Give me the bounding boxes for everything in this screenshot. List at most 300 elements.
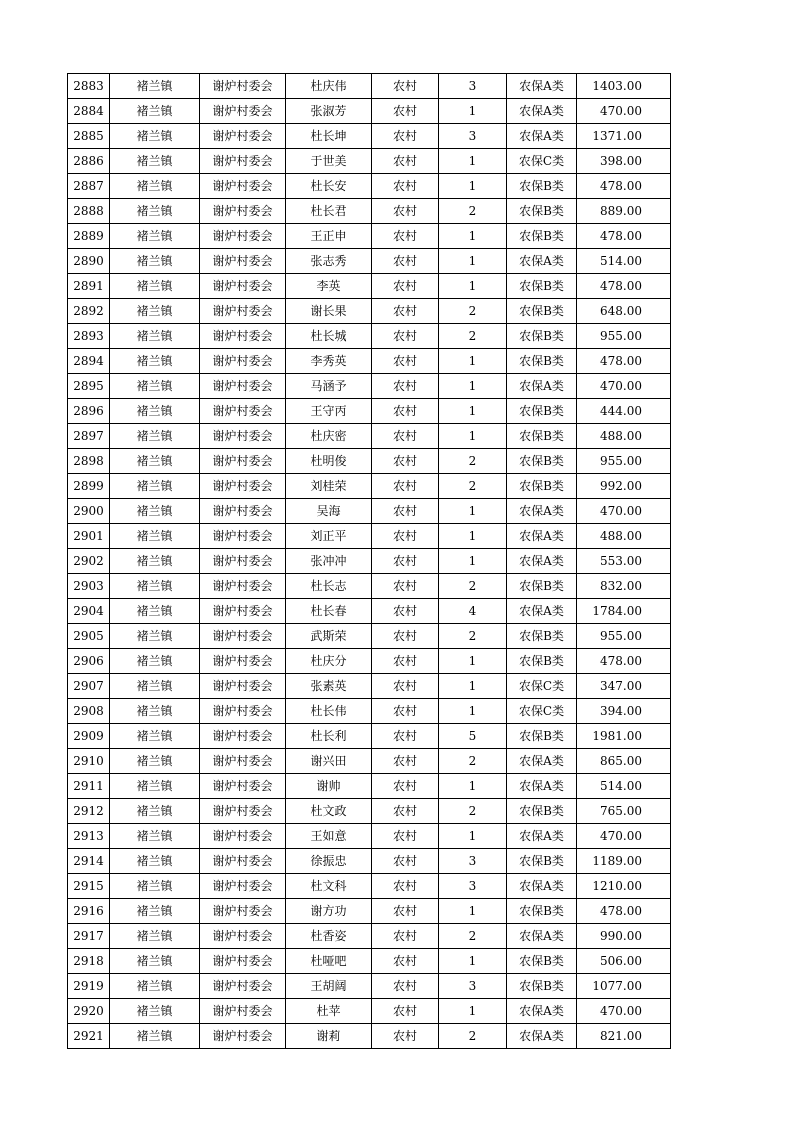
town-cell: 褚兰镇 — [110, 799, 200, 824]
village-committee-cell: 谢炉村委会 — [200, 724, 286, 749]
residence-type-cell: 农村 — [372, 74, 439, 99]
row-number-cell: 2885 — [68, 124, 110, 149]
person-name-cell: 谢方功 — [286, 899, 372, 924]
amount-cell: 478.00 — [577, 349, 671, 374]
residence-type-cell: 农村 — [372, 299, 439, 324]
village-committee-cell: 谢炉村委会 — [200, 499, 286, 524]
village-committee-cell: 谢炉村委会 — [200, 524, 286, 549]
village-committee-cell: 谢炉村委会 — [200, 674, 286, 699]
amount-cell: 1981.00 — [577, 724, 671, 749]
village-committee-cell: 谢炉村委会 — [200, 699, 286, 724]
insurance-category-cell: 农保A类 — [507, 749, 577, 774]
town-cell: 褚兰镇 — [110, 1024, 200, 1049]
row-number-cell: 2888 — [68, 199, 110, 224]
household-count-cell: 1 — [439, 949, 507, 974]
amount-cell: 478.00 — [577, 899, 671, 924]
household-count-cell: 2 — [439, 449, 507, 474]
village-committee-cell: 谢炉村委会 — [200, 899, 286, 924]
village-committee-cell: 谢炉村委会 — [200, 274, 286, 299]
town-cell: 褚兰镇 — [110, 324, 200, 349]
row-number-cell: 2891 — [68, 274, 110, 299]
household-count-cell: 1 — [439, 249, 507, 274]
insurance-category-cell: 农保B类 — [507, 574, 577, 599]
person-name-cell: 杜长利 — [286, 724, 372, 749]
row-number-cell: 2919 — [68, 974, 110, 999]
table-row — [68, 599, 671, 624]
village-committee-cell: 谢炉村委会 — [200, 399, 286, 424]
table-row — [68, 949, 671, 974]
table-row — [68, 799, 671, 824]
insurance-category-cell: 农保C类 — [507, 699, 577, 724]
household-count-cell: 2 — [439, 574, 507, 599]
village-committee-cell: 谢炉村委会 — [200, 374, 286, 399]
table-row — [68, 124, 671, 149]
household-count-cell: 1 — [439, 99, 507, 124]
household-count-cell: 1 — [439, 899, 507, 924]
household-count-cell: 1 — [439, 999, 507, 1024]
row-number-cell: 2903 — [68, 574, 110, 599]
amount-cell: 470.00 — [577, 499, 671, 524]
row-number-cell: 2883 — [68, 74, 110, 99]
person-name-cell: 于世美 — [286, 149, 372, 174]
amount-cell: 1784.00 — [577, 599, 671, 624]
village-committee-cell: 谢炉村委会 — [200, 999, 286, 1024]
village-committee-cell: 谢炉村委会 — [200, 224, 286, 249]
insurance-category-cell: 农保B类 — [507, 474, 577, 499]
amount-cell: 394.00 — [577, 699, 671, 724]
person-name-cell: 王如意 — [286, 824, 372, 849]
village-committee-cell: 谢炉村委会 — [200, 299, 286, 324]
table-row — [68, 774, 671, 799]
row-number-cell: 2899 — [68, 474, 110, 499]
person-name-cell: 王守丙 — [286, 399, 372, 424]
row-number-cell: 2902 — [68, 549, 110, 574]
insurance-category-cell: 农保A类 — [507, 99, 577, 124]
records-table — [67, 73, 671, 1049]
household-count-cell: 1 — [439, 399, 507, 424]
residence-type-cell: 农村 — [372, 224, 439, 249]
residence-type-cell: 农村 — [372, 174, 439, 199]
residence-type-cell: 农村 — [372, 499, 439, 524]
table-row — [68, 449, 671, 474]
town-cell: 褚兰镇 — [110, 749, 200, 774]
household-count-cell: 4 — [439, 599, 507, 624]
table-row — [68, 524, 671, 549]
person-name-cell: 杜长伟 — [286, 699, 372, 724]
village-committee-cell: 谢炉村委会 — [200, 849, 286, 874]
residence-type-cell: 农村 — [372, 874, 439, 899]
village-committee-cell: 谢炉村委会 — [200, 974, 286, 999]
insurance-category-cell: 农保C类 — [507, 674, 577, 699]
town-cell: 褚兰镇 — [110, 574, 200, 599]
table-row — [68, 749, 671, 774]
village-committee-cell: 谢炉村委会 — [200, 1024, 286, 1049]
village-committee-cell: 谢炉村委会 — [200, 449, 286, 474]
household-count-cell: 1 — [439, 424, 507, 449]
table-row — [68, 724, 671, 749]
household-count-cell: 2 — [439, 799, 507, 824]
person-name-cell: 杜文政 — [286, 799, 372, 824]
person-name-cell: 杜庆密 — [286, 424, 372, 449]
insurance-category-cell: 农保A类 — [507, 999, 577, 1024]
insurance-category-cell: 农保A类 — [507, 924, 577, 949]
amount-cell: 821.00 — [577, 1024, 671, 1049]
row-number-cell: 2895 — [68, 374, 110, 399]
village-committee-cell: 谢炉村委会 — [200, 749, 286, 774]
amount-cell: 765.00 — [577, 799, 671, 824]
household-count-cell: 1 — [439, 549, 507, 574]
table-row — [68, 474, 671, 499]
amount-cell: 553.00 — [577, 549, 671, 574]
insurance-category-cell: 农保B类 — [507, 174, 577, 199]
person-name-cell: 杜明俊 — [286, 449, 372, 474]
person-name-cell: 杜长春 — [286, 599, 372, 624]
table-row — [68, 99, 671, 124]
table-row — [68, 299, 671, 324]
insurance-category-cell: 农保B类 — [507, 274, 577, 299]
town-cell: 褚兰镇 — [110, 499, 200, 524]
person-name-cell: 谢兴田 — [286, 749, 372, 774]
table-body — [68, 74, 671, 1049]
person-name-cell: 徐振忠 — [286, 849, 372, 874]
person-name-cell: 王正申 — [286, 224, 372, 249]
row-number-cell: 2909 — [68, 724, 110, 749]
table-row — [68, 649, 671, 674]
household-count-cell: 1 — [439, 349, 507, 374]
row-number-cell: 2912 — [68, 799, 110, 824]
household-count-cell: 2 — [439, 924, 507, 949]
person-name-cell: 杜长城 — [286, 324, 372, 349]
row-number-cell: 2905 — [68, 624, 110, 649]
table-row — [68, 1024, 671, 1049]
residence-type-cell: 农村 — [372, 949, 439, 974]
insurance-category-cell: 农保B类 — [507, 724, 577, 749]
household-count-cell: 1 — [439, 499, 507, 524]
residence-type-cell: 农村 — [372, 799, 439, 824]
village-committee-cell: 谢炉村委会 — [200, 124, 286, 149]
town-cell: 褚兰镇 — [110, 674, 200, 699]
household-count-cell: 3 — [439, 124, 507, 149]
row-number-cell: 2914 — [68, 849, 110, 874]
amount-cell: 444.00 — [577, 399, 671, 424]
residence-type-cell: 农村 — [372, 924, 439, 949]
town-cell: 褚兰镇 — [110, 399, 200, 424]
household-count-cell: 1 — [439, 224, 507, 249]
village-committee-cell: 谢炉村委会 — [200, 424, 286, 449]
insurance-category-cell: 农保A类 — [507, 374, 577, 399]
residence-type-cell: 农村 — [372, 674, 439, 699]
residence-type-cell: 农村 — [372, 899, 439, 924]
village-committee-cell: 谢炉村委会 — [200, 799, 286, 824]
row-number-cell: 2917 — [68, 924, 110, 949]
village-committee-cell: 谢炉村委会 — [200, 824, 286, 849]
table-row — [68, 274, 671, 299]
person-name-cell: 杜长坤 — [286, 124, 372, 149]
amount-cell: 832.00 — [577, 574, 671, 599]
household-count-cell: 2 — [439, 199, 507, 224]
village-committee-cell: 谢炉村委会 — [200, 324, 286, 349]
amount-cell: 865.00 — [577, 749, 671, 774]
person-name-cell: 杜长安 — [286, 174, 372, 199]
household-count-cell: 1 — [439, 524, 507, 549]
town-cell: 褚兰镇 — [110, 724, 200, 749]
household-count-cell: 1 — [439, 774, 507, 799]
person-name-cell: 马涵予 — [286, 374, 372, 399]
insurance-category-cell: 农保B类 — [507, 899, 577, 924]
household-count-cell: 1 — [439, 374, 507, 399]
person-name-cell: 杜苹 — [286, 999, 372, 1024]
person-name-cell: 张素英 — [286, 674, 372, 699]
village-committee-cell: 谢炉村委会 — [200, 74, 286, 99]
residence-type-cell: 农村 — [372, 124, 439, 149]
insurance-category-cell: 农保A类 — [507, 599, 577, 624]
person-name-cell: 谢长果 — [286, 299, 372, 324]
amount-cell: 955.00 — [577, 324, 671, 349]
town-cell: 褚兰镇 — [110, 299, 200, 324]
row-number-cell: 2898 — [68, 449, 110, 474]
table-row — [68, 399, 671, 424]
amount-cell: 470.00 — [577, 999, 671, 1024]
household-count-cell: 1 — [439, 174, 507, 199]
residence-type-cell: 农村 — [372, 449, 439, 474]
person-name-cell: 武斯荣 — [286, 624, 372, 649]
insurance-category-cell: 农保B类 — [507, 199, 577, 224]
village-committee-cell: 谢炉村委会 — [200, 924, 286, 949]
residence-type-cell: 农村 — [372, 99, 439, 124]
town-cell: 褚兰镇 — [110, 624, 200, 649]
table-row — [68, 349, 671, 374]
table-row — [68, 324, 671, 349]
town-cell: 褚兰镇 — [110, 249, 200, 274]
town-cell: 褚兰镇 — [110, 849, 200, 874]
insurance-category-cell: 农保A类 — [507, 874, 577, 899]
amount-cell: 648.00 — [577, 299, 671, 324]
amount-cell: 514.00 — [577, 249, 671, 274]
household-count-cell: 1 — [439, 274, 507, 299]
town-cell: 褚兰镇 — [110, 99, 200, 124]
household-count-cell: 3 — [439, 74, 507, 99]
town-cell: 褚兰镇 — [110, 649, 200, 674]
village-committee-cell: 谢炉村委会 — [200, 599, 286, 624]
insurance-category-cell: 农保B类 — [507, 949, 577, 974]
amount-cell: 992.00 — [577, 474, 671, 499]
row-number-cell: 2908 — [68, 699, 110, 724]
village-committee-cell: 谢炉村委会 — [200, 774, 286, 799]
row-number-cell: 2886 — [68, 149, 110, 174]
town-cell: 褚兰镇 — [110, 874, 200, 899]
residence-type-cell: 农村 — [372, 374, 439, 399]
insurance-category-cell: 农保B类 — [507, 974, 577, 999]
village-committee-cell: 谢炉村委会 — [200, 249, 286, 274]
town-cell: 褚兰镇 — [110, 124, 200, 149]
amount-cell: 889.00 — [577, 199, 671, 224]
insurance-category-cell: 农保B类 — [507, 799, 577, 824]
amount-cell: 1403.00 — [577, 74, 671, 99]
village-committee-cell: 谢炉村委会 — [200, 174, 286, 199]
amount-cell: 478.00 — [577, 174, 671, 199]
row-number-cell: 2890 — [68, 249, 110, 274]
person-name-cell: 张淑芳 — [286, 99, 372, 124]
row-number-cell: 2900 — [68, 499, 110, 524]
residence-type-cell: 农村 — [372, 749, 439, 774]
insurance-category-cell: 农保B类 — [507, 224, 577, 249]
person-name-cell: 李秀英 — [286, 349, 372, 374]
household-count-cell: 3 — [439, 874, 507, 899]
amount-cell: 488.00 — [577, 524, 671, 549]
person-name-cell: 李英 — [286, 274, 372, 299]
village-committee-cell: 谢炉村委会 — [200, 474, 286, 499]
amount-cell: 347.00 — [577, 674, 671, 699]
household-count-cell: 2 — [439, 324, 507, 349]
table-row — [68, 699, 671, 724]
amount-cell: 478.00 — [577, 224, 671, 249]
town-cell: 褚兰镇 — [110, 899, 200, 924]
person-name-cell: 杜庆伟 — [286, 74, 372, 99]
insurance-category-cell: 农保A类 — [507, 824, 577, 849]
town-cell: 褚兰镇 — [110, 424, 200, 449]
village-committee-cell: 谢炉村委会 — [200, 649, 286, 674]
insurance-category-cell: 农保A类 — [507, 249, 577, 274]
table-row — [68, 149, 671, 174]
village-committee-cell: 谢炉村委会 — [200, 874, 286, 899]
town-cell: 褚兰镇 — [110, 549, 200, 574]
town-cell: 褚兰镇 — [110, 449, 200, 474]
row-number-cell: 2901 — [68, 524, 110, 549]
household-count-cell: 1 — [439, 699, 507, 724]
table-row — [68, 374, 671, 399]
person-name-cell: 刘正平 — [286, 524, 372, 549]
row-number-cell: 2897 — [68, 424, 110, 449]
row-number-cell: 2911 — [68, 774, 110, 799]
insurance-category-cell: 农保B类 — [507, 449, 577, 474]
household-count-cell: 3 — [439, 849, 507, 874]
row-number-cell: 2889 — [68, 224, 110, 249]
row-number-cell: 2906 — [68, 649, 110, 674]
residence-type-cell: 农村 — [372, 824, 439, 849]
town-cell: 褚兰镇 — [110, 199, 200, 224]
village-committee-cell: 谢炉村委会 — [200, 949, 286, 974]
household-count-cell: 2 — [439, 474, 507, 499]
amount-cell: 470.00 — [577, 824, 671, 849]
household-count-cell: 2 — [439, 299, 507, 324]
residence-type-cell: 农村 — [372, 849, 439, 874]
person-name-cell: 张志秀 — [286, 249, 372, 274]
household-count-cell: 2 — [439, 749, 507, 774]
household-count-cell: 3 — [439, 974, 507, 999]
household-count-cell: 1 — [439, 674, 507, 699]
residence-type-cell: 农村 — [372, 399, 439, 424]
household-count-cell: 1 — [439, 149, 507, 174]
person-name-cell: 刘桂荣 — [286, 474, 372, 499]
town-cell: 褚兰镇 — [110, 149, 200, 174]
residence-type-cell: 农村 — [372, 774, 439, 799]
town-cell: 褚兰镇 — [110, 999, 200, 1024]
person-name-cell: 谢帅 — [286, 774, 372, 799]
amount-cell: 470.00 — [577, 374, 671, 399]
village-committee-cell: 谢炉村委会 — [200, 549, 286, 574]
residence-type-cell: 农村 — [372, 649, 439, 674]
table-row — [68, 849, 671, 874]
insurance-category-cell: 农保A类 — [507, 1024, 577, 1049]
residence-type-cell: 农村 — [372, 274, 439, 299]
insurance-category-cell: 农保A类 — [507, 774, 577, 799]
row-number-cell: 2913 — [68, 824, 110, 849]
town-cell: 褚兰镇 — [110, 174, 200, 199]
person-name-cell: 吴海 — [286, 499, 372, 524]
amount-cell: 955.00 — [577, 449, 671, 474]
amount-cell: 990.00 — [577, 924, 671, 949]
row-number-cell: 2896 — [68, 399, 110, 424]
table-row — [68, 499, 671, 524]
residence-type-cell: 农村 — [372, 524, 439, 549]
table-row — [68, 424, 671, 449]
insurance-category-cell: 农保A类 — [507, 499, 577, 524]
person-name-cell: 杜长志 — [286, 574, 372, 599]
row-number-cell: 2887 — [68, 174, 110, 199]
household-count-cell: 1 — [439, 649, 507, 674]
residence-type-cell: 农村 — [372, 249, 439, 274]
town-cell: 褚兰镇 — [110, 599, 200, 624]
town-cell: 褚兰镇 — [110, 524, 200, 549]
row-number-cell: 2920 — [68, 999, 110, 1024]
household-count-cell: 5 — [439, 724, 507, 749]
household-count-cell: 2 — [439, 1024, 507, 1049]
table-row — [68, 624, 671, 649]
town-cell: 褚兰镇 — [110, 349, 200, 374]
insurance-category-cell: 农保A类 — [507, 124, 577, 149]
amount-cell: 1077.00 — [577, 974, 671, 999]
person-name-cell: 杜哑吧 — [286, 949, 372, 974]
person-name-cell: 杜香姿 — [286, 924, 372, 949]
insurance-category-cell: 农保B类 — [507, 399, 577, 424]
insurance-category-cell: 农保B类 — [507, 349, 577, 374]
amount-cell: 1371.00 — [577, 124, 671, 149]
residence-type-cell: 农村 — [372, 424, 439, 449]
table-row — [68, 249, 671, 274]
row-number-cell: 2918 — [68, 949, 110, 974]
insurance-category-cell: 农保A类 — [507, 549, 577, 574]
town-cell: 褚兰镇 — [110, 274, 200, 299]
amount-cell: 478.00 — [577, 274, 671, 299]
table-row — [68, 549, 671, 574]
household-count-cell: 1 — [439, 824, 507, 849]
village-committee-cell: 谢炉村委会 — [200, 624, 286, 649]
person-name-cell: 谢莉 — [286, 1024, 372, 1049]
insurance-category-cell: 农保B类 — [507, 624, 577, 649]
residence-type-cell: 农村 — [372, 999, 439, 1024]
insurance-category-cell: 农保B类 — [507, 649, 577, 674]
village-committee-cell: 谢炉村委会 — [200, 349, 286, 374]
insurance-category-cell: 农保B类 — [507, 424, 577, 449]
village-committee-cell: 谢炉村委会 — [200, 199, 286, 224]
row-number-cell: 2916 — [68, 899, 110, 924]
row-number-cell: 2892 — [68, 299, 110, 324]
table-row — [68, 224, 671, 249]
table-row — [68, 74, 671, 99]
residence-type-cell: 农村 — [372, 349, 439, 374]
table-row — [68, 974, 671, 999]
table-row — [68, 899, 671, 924]
row-number-cell: 2915 — [68, 874, 110, 899]
table-row — [68, 824, 671, 849]
amount-cell: 1189.00 — [577, 849, 671, 874]
person-name-cell: 杜庆分 — [286, 649, 372, 674]
town-cell: 褚兰镇 — [110, 824, 200, 849]
person-name-cell: 王胡阔 — [286, 974, 372, 999]
table-row — [68, 199, 671, 224]
residence-type-cell: 农村 — [372, 474, 439, 499]
town-cell: 褚兰镇 — [110, 949, 200, 974]
